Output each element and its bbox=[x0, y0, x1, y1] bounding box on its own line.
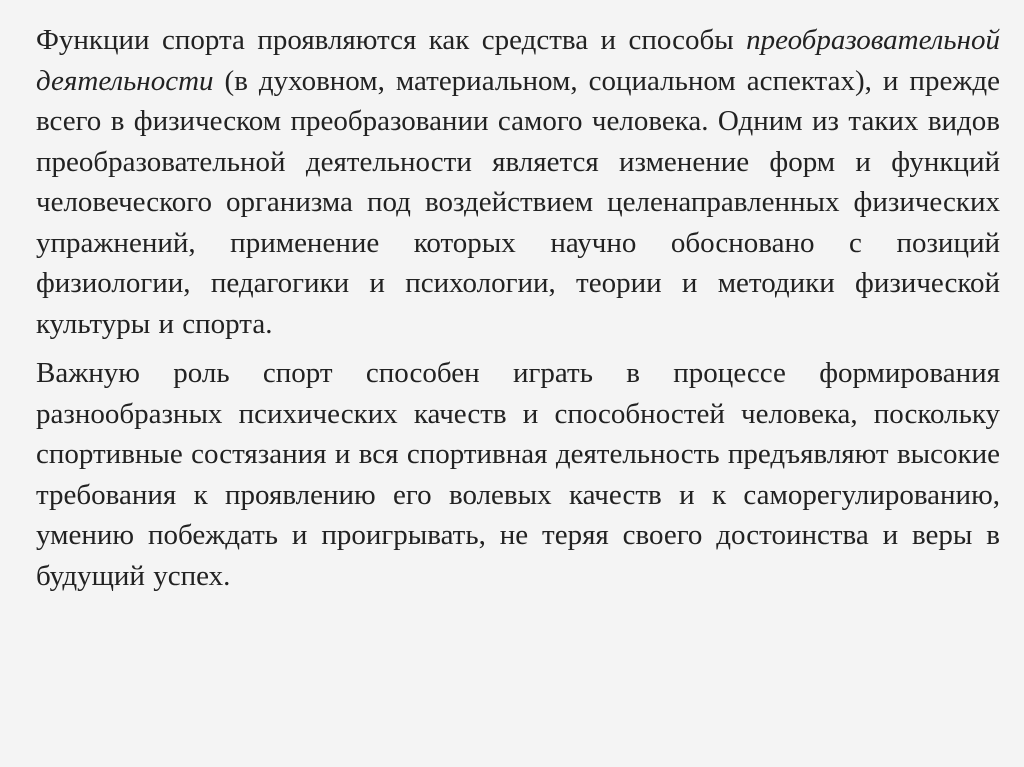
paragraph-psychological-qualities: Важную роль спорт способен играть в процессе формирования разнообразных психических качеств и способностей человека, поскольку спортивные состязания и вся спортивная деятельность предъявляют высокие требования к проявлению его волевых качеств и к саморегулированию, умению побеждать и проигрывать, не теряя своего достоинства и веры в будущий успех. bbox=[36, 357, 1000, 592]
paragraph-text-start: Функции спорта проявляются как средства и способы bbox=[36, 24, 747, 56]
emphasized-term: преобразовательной деятельности bbox=[36, 24, 1000, 97]
paragraph-text-end: (в духовном, материальном, социальном аспектах), и прежде всего в физическом преобразовании самого человека. Одним из таких видов преобразовательной деятельности является изменение форм и функций человеческого организма под воздействием целенаправленных физических упражнений, применение которых научно обосновано с позиций физиологии, педагогики и психологии, теории и методики физической культуры и спорта. bbox=[36, 64, 1000, 340]
paragraph-sport-functions bbox=[36, 20, 1000, 344]
